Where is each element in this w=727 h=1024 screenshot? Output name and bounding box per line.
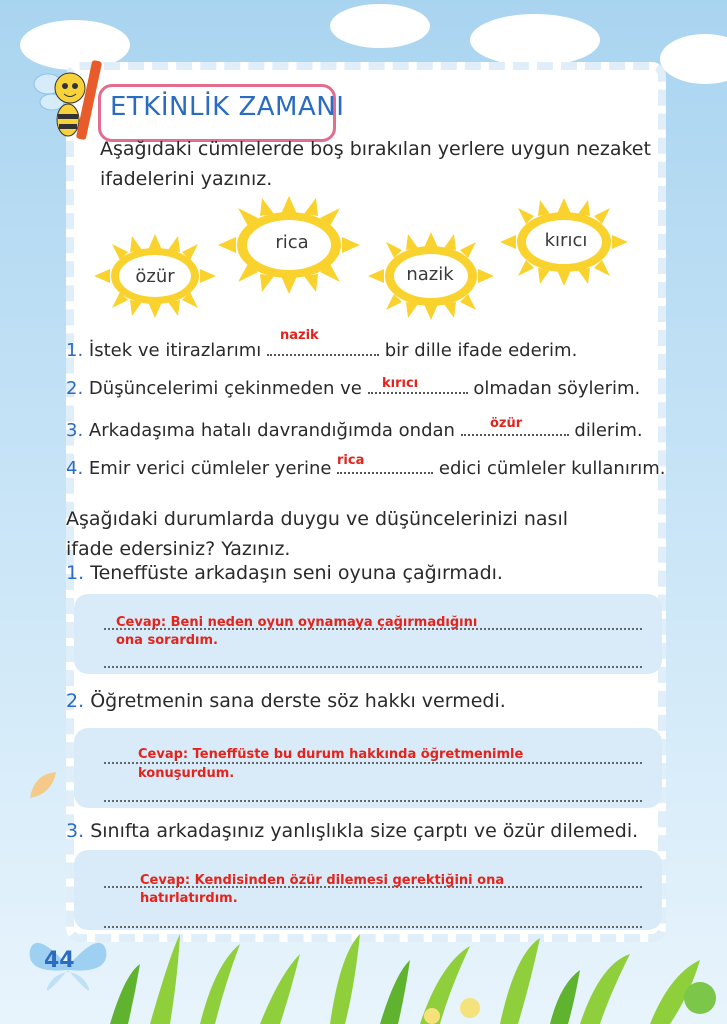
sentence-text: İstek ve itirazlarımı (88, 340, 262, 361)
bee-mascot-icon (32, 56, 102, 156)
sentence-text: dilerim. (574, 420, 643, 441)
sentence-number: 4. (66, 458, 84, 479)
instruction-2-line1: Aşağıdaki durumlarda duygu ve düşüncelerinizi nasıl (66, 508, 569, 530)
page-number: 44 (44, 948, 75, 973)
cloud (660, 34, 727, 84)
sentence-text: edici cümleler kullanırım. (438, 458, 666, 479)
question-number: 3. (66, 820, 85, 842)
question-text: Öğretmenin sana derste söz hakkı vermedi. (90, 690, 506, 712)
answer-text-line1: Cevap: Kendisinden özür dilemesi gerektiğini ona (140, 873, 505, 888)
cloud (470, 14, 600, 66)
sentence-text: Emir verici cümleler yerine (88, 458, 332, 479)
question-1 (66, 562, 503, 584)
page-title: ETKİNLİK ZAMANI (110, 92, 345, 122)
question-number: 1. (66, 562, 85, 584)
sentence-number: 3. (66, 420, 84, 441)
worksheet-sheet (66, 62, 666, 942)
answer-text: rica (337, 453, 365, 468)
leaf-icon (28, 770, 58, 800)
question-number: 2. (66, 690, 85, 712)
sentence-3 (66, 420, 643, 441)
sun-word-nazik: nazik (406, 264, 454, 285)
sun-word-ozur: özür (135, 266, 175, 287)
sentence-2 (66, 378, 640, 399)
sentence-4 (66, 458, 666, 479)
question-text: Sınıfta arkadaşınız yanlışlıkla size çarptı ve özür dilemedi. (90, 820, 639, 842)
sentence-text: bir dille ifade ederim. (384, 340, 578, 361)
writing-line (104, 800, 642, 802)
instruction-1-line1: Aşağıdaki cümlelerde boş bırakılan yerlere uygun nezaket (100, 138, 651, 160)
question-text: Teneffüste arkadaşın seni oyuna çağırmadı. (90, 562, 503, 584)
question-3 (66, 820, 638, 842)
answer-text-line2: hatırlatırdım. (140, 891, 238, 906)
sentence-text: Düşüncelerimi çekinmeden ve (88, 378, 362, 399)
instruction-1-line2: ifadelerini yazınız. (100, 168, 273, 190)
instruction-2-line2: ifade edersiniz? Yazınız. (66, 538, 291, 560)
answer-text: özür (490, 416, 523, 431)
answer-text-line2: ona sorardım. (116, 633, 218, 648)
answer-text-line1: Cevap: Beni neden oyun oynamaya çağırmadığını (116, 615, 478, 630)
sentence-number: 1. (66, 340, 84, 361)
cloud (330, 4, 430, 48)
sentence-number: 2. (66, 378, 84, 399)
answer-text: kırıcı (382, 376, 419, 391)
sentence-text: Arkadaşıma hatalı davrandığımda ondan (88, 420, 455, 441)
sun-word-rica: rica (275, 232, 309, 253)
sentence-text: olmadan söylerim. (473, 378, 641, 399)
answer-text-line2: konuşurdum. (138, 766, 235, 781)
writing-line (104, 926, 642, 928)
sentence-1 (66, 340, 577, 361)
sun-word-kirici: kırıcı (544, 230, 588, 251)
writing-line (104, 666, 642, 668)
question-2 (66, 690, 506, 712)
answer-text-line1: Cevap: Teneffüste bu durum hakkında öğretmenimle (138, 747, 524, 762)
answer-text: nazik (280, 328, 319, 343)
